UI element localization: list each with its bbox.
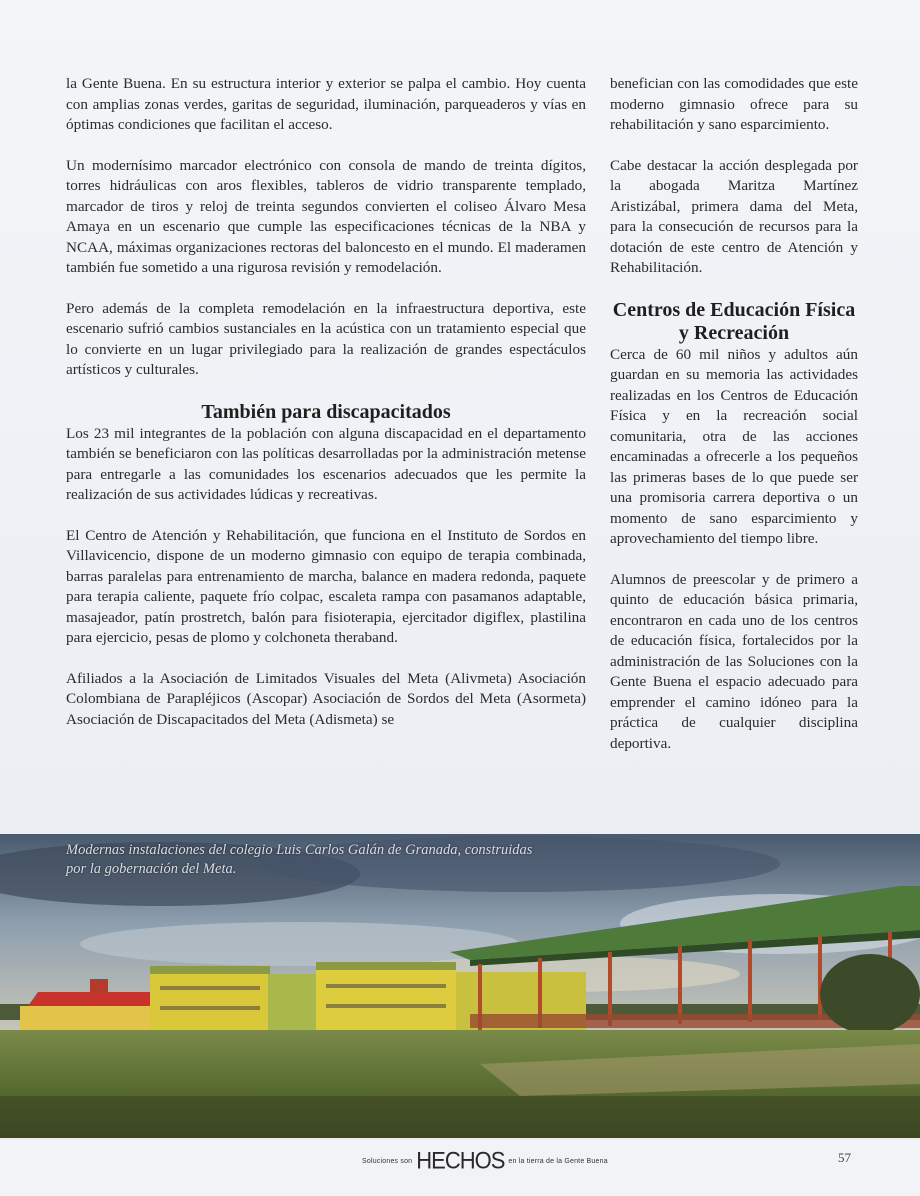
photo-caption: Modernas instalaciones del colegio Luis Carlos Galán de Granada, construidas por la gobernación del Meta. — [66, 842, 533, 877]
paragraph: El Centro de Atención y Rehabilitación, que funciona en el Instituto de Sordos en Villavicencio, dispone de un moderno gimnasio con equipo de terapia combinada, barras paralelas para entrenamiento de marcha, balance en madera redonda, paquete para terapia caliente, paquete frío colpac, escaleta rampa con pasamanos adaptable, masajeador, patín prostretch, balón para fisioterapia, ejercitador digiflex, plastilina para ejercicio, pesas de plomo y colchoneta theraband. — [66, 526, 586, 646]
section-heading: También para discapacitados — [201, 400, 451, 423]
footer-prefix: Soluciones son — [362, 1157, 413, 1165]
paragraph: Alumnos de preescolar y de primero a quinto de educación básica primaria, encontraron en cada uno de los centros de educación física, fortalecidos por la administración de las Soluciones con la Gente Buena el espacio adecuado para emprender el camino idóneo para la práctica de cualquier disciplina deportiva. — [610, 570, 858, 752]
school-photo — [0, 834, 920, 1138]
section-heading: Centros de Educación Física y Recreación — [612, 298, 856, 344]
right-column — [610, 74, 858, 754]
footer-brand — [362, 1148, 608, 1174]
paragraph: la Gente Buena. En su estructura interior y exterior se palpa el cambio. Hoy cuenta con amplias zonas verdes, garitas de seguridad, iluminación, parqueaderos y vías en óptimas condiciones que facilitan el acceso. — [66, 75, 586, 133]
paragraph: Un modernísimo marcador electrónico con consola de mando de treinta dígitos, torres hidráulicas con aros flexibles, tableros de vidrio transparente templado, marcador de tiros y reloj de treinta segundos convierten el coliseo Álvaro Mesa Amaya en un escenario que cumple las especificaciones técnicas de la NBA y NCAA, máximas organizaciones rectoras del baloncesto en el mundo. El maderamen también fue sometido a una rigurosa revisión y remodelación. — [66, 156, 586, 276]
left-column — [66, 74, 586, 730]
page-number: 57 — [838, 1150, 851, 1165]
footer-suffix: en la tierra de la Gente Buena — [508, 1157, 608, 1165]
paragraph: Los 23 mil integrantes de la población con alguna discapacidad en el departamento también se beneficiaron con las políticas desarrolladas por la administración metense para entregarle a las comunidades los escenarios adecuados que les permite la realización de sus actividades lúdicas y recreativas. — [66, 424, 586, 503]
paragraph: Cabe destacar la acción desplegada por la abogada Maritza Martínez Aristizábal, primera dama del Meta, para la consecución de recursos para la dotación de este centro de Atención y Rehabilitación. — [610, 156, 858, 276]
paragraph: benefician con las comodidades que este moderno gimnasio ofrece para su rehabilitación y sano esparcimiento. — [610, 75, 858, 133]
paragraph: Afiliados a la Asociación de Limitados Visuales del Meta (Alivmeta) Asociación Colombiana de Parapléjicos (Ascopar) Asociación de Sordos del Meta (Asormeta) Asociación de Discapacitados del Meta (Adismeta) se — [66, 669, 586, 728]
paragraph: Pero además de la completa remodelación en la infraestructura deportiva, este escenario sufrió cambios sustanciales en la acústica con un tratamiento especial que lo convierte en un lugar privilegiado para la realización de grandes espectáculos artísticos y culturales. — [66, 299, 586, 378]
hechos-logo: HECHOS — [416, 1146, 505, 1175]
paragraph: Cerca de 60 mil niños y adultos aún guardan en su memoria las actividades realizadas en los Centros de Educación Física y en la recreación social comunitaria, otra de las acciones encaminadas a ofrecerle a los pequeños las primeras bases de lo que puede ser una promisoria carrera deportiva o un momento de sano esparcimiento y aprovechamiento del tiempo libre. — [610, 345, 858, 547]
